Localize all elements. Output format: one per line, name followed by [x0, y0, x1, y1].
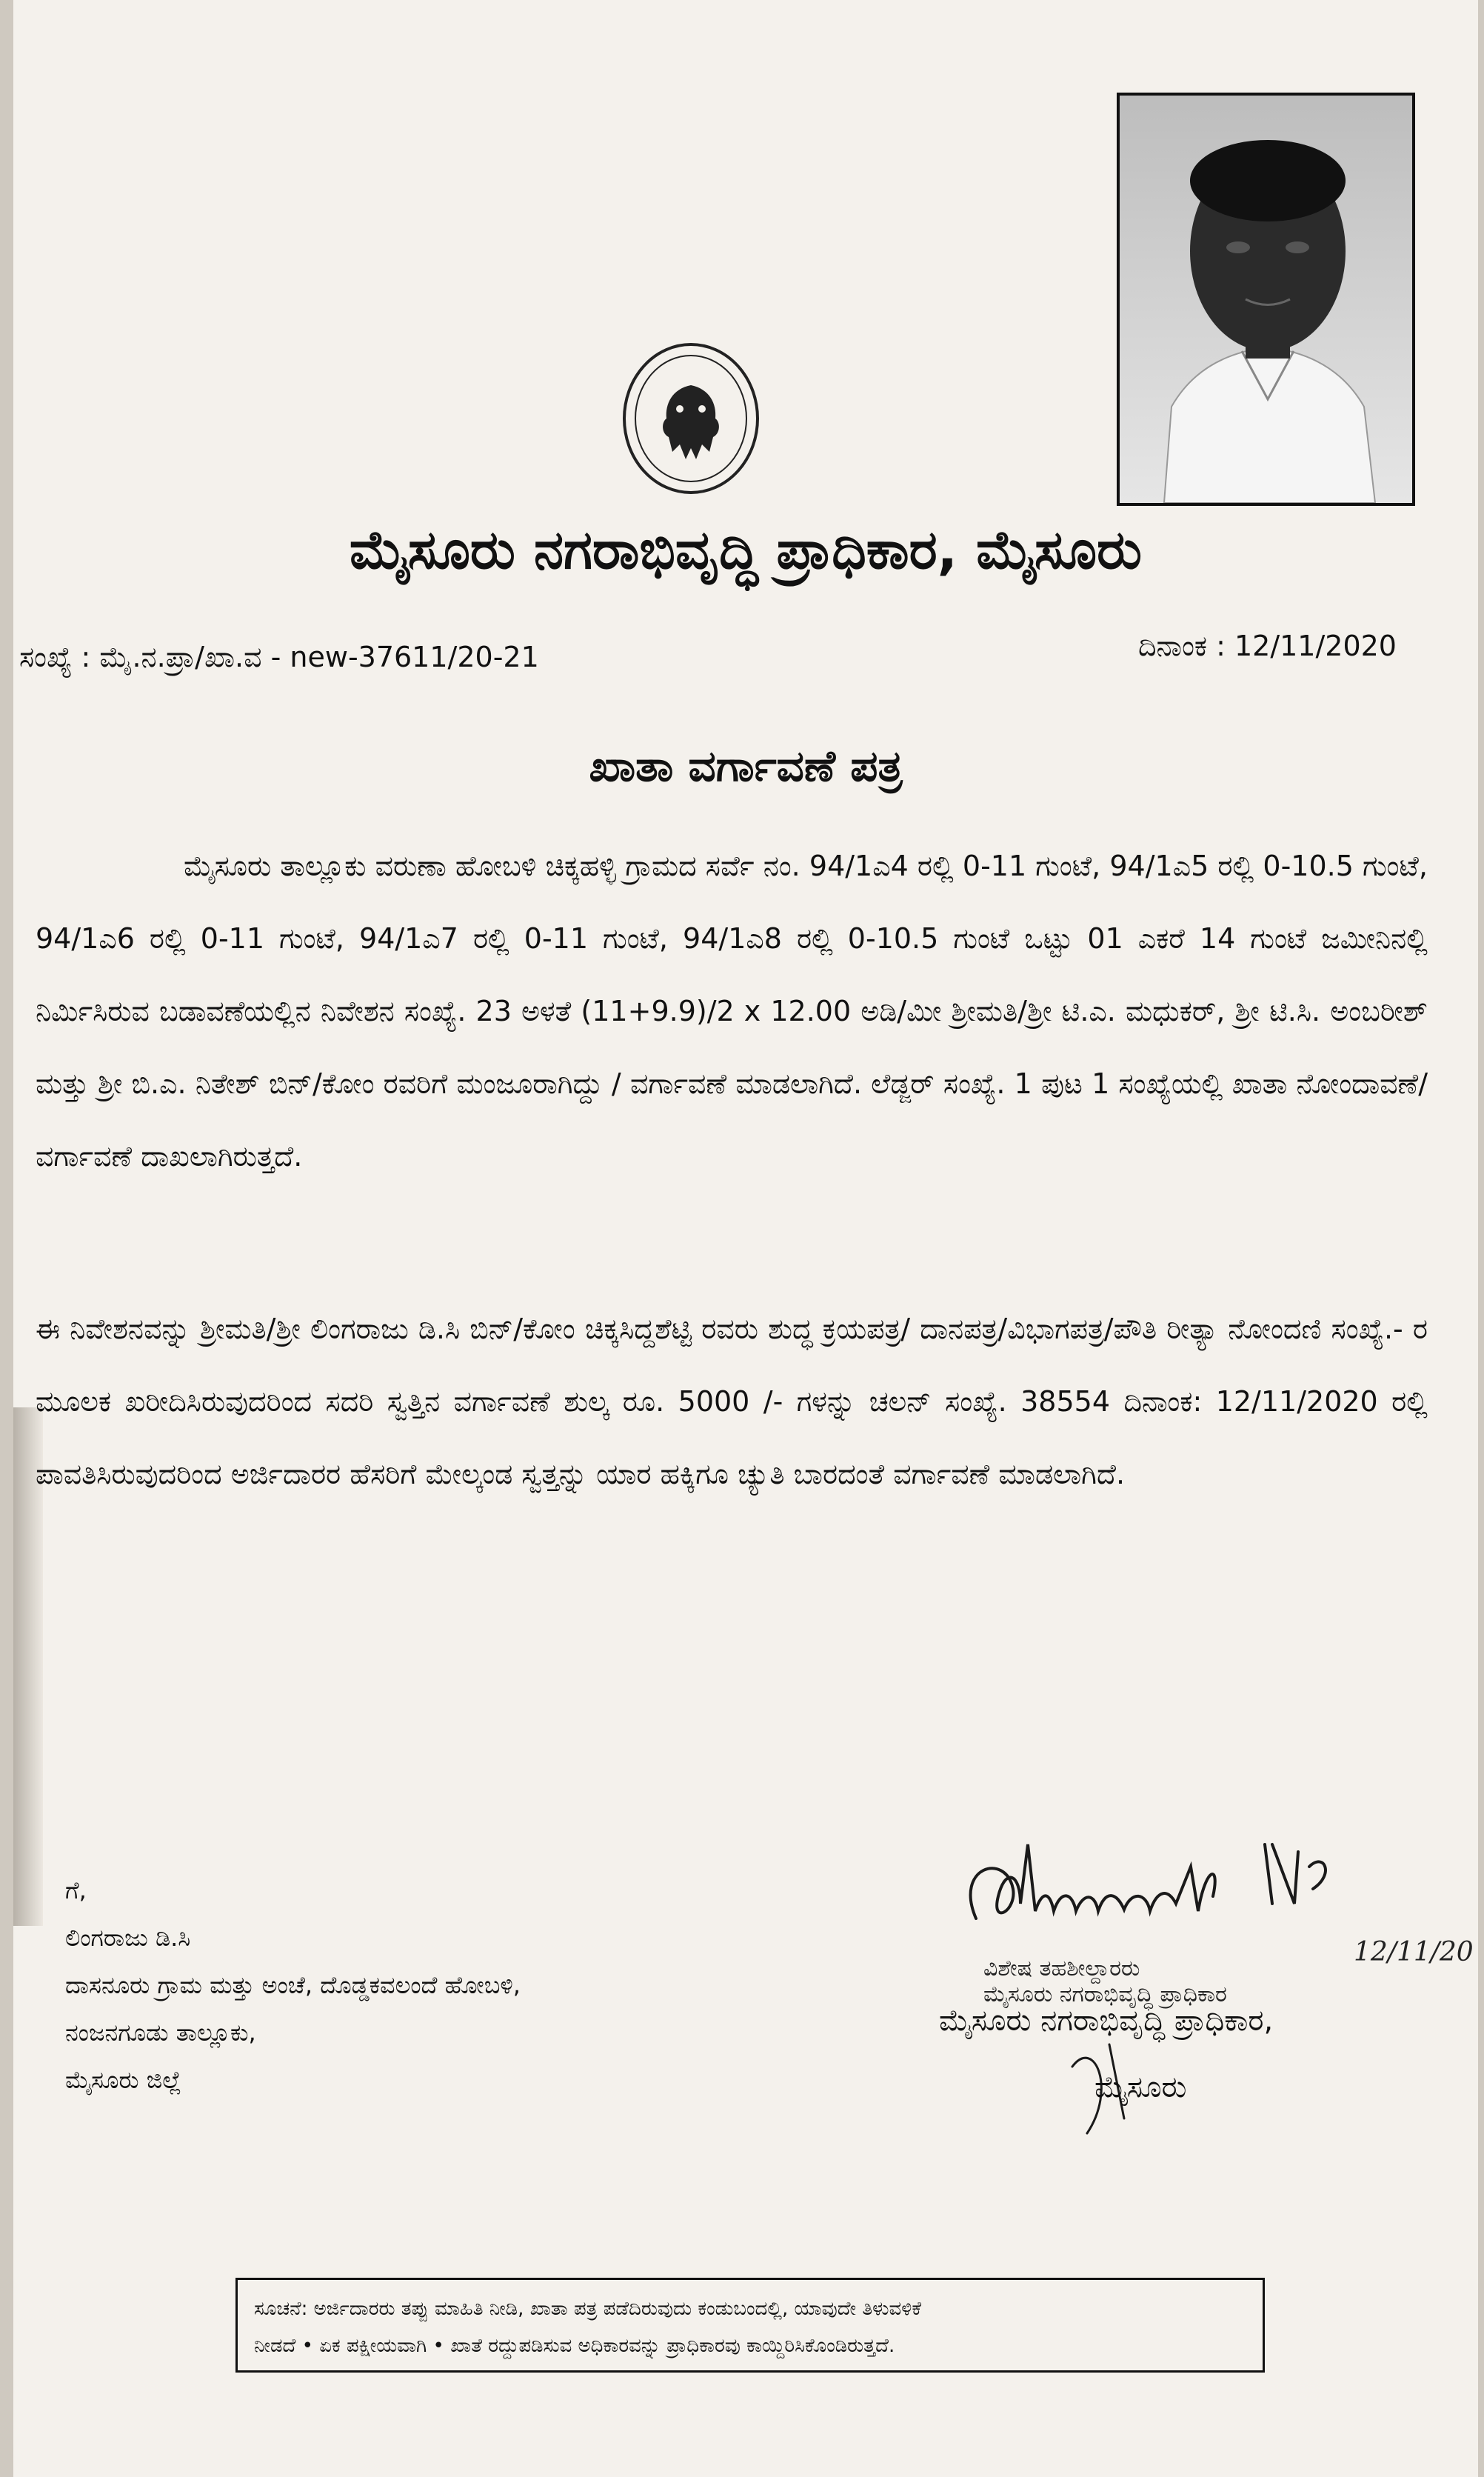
- document-heading: ಖಾತಾ ವರ್ಗಾವಣೆ ಪತ್ರ: [589, 741, 903, 791]
- addressee-name: ಲಿಂಗರಾಜು ಡಿ.ಸಿ: [65, 1924, 191, 1952]
- notice-box: [235, 2278, 1265, 2373]
- signatory-organization: ಮೈಸೂರು ನಗರಾಭಿವೃದ್ಧಿ ಪ್ರಾಧಿಕಾರ,: [939, 2004, 1274, 2038]
- issue-date: ದಿನಾಂಕ : 12/11/2020: [1137, 630, 1397, 662]
- addressee-block: [65, 1867, 732, 2104]
- signature-block: [924, 1822, 1484, 2148]
- notice-line-1: ಸೂಚನೆ: ಅರ್ಜಿದಾರರು ತಪ್ಪು ಮಾಹಿತಿ ನೀಡಿ, ಖಾತಾ ಪತ್ರ ಪಡೆದಿರುವುದು ಕಂಡುಬಂದಲ್ಲಿ, ಯಾವುದೇ ತಿಳುವಳಿಕೆ: [254, 2298, 922, 2320]
- addressee-to: ಗೆ,: [65, 1876, 87, 1904]
- signatory-city: ಮೈಸೂರು: [1094, 2070, 1187, 2104]
- notice-line-2: ನೀಡದೆ • ಏಕ ಪಕ್ಷೀಯವಾಗಿ • ಖಾತೆ ರದ್ದುಪಡಿಸುವ ಅಧಿಕಾರವನ್ನು ಪ್ರಾಧಿಕಾರವು ಕಾಯ್ದಿರಿಸಿಕೊಂಡಿರುತ್ತದೆ.: [254, 2335, 895, 2357]
- body-paragraph-1: ಮೈಸೂರು ತಾಲ್ಲೂಕು ವರುಣಾ ಹೋಬಳಿ ಚಿಕ್ಕಹಳ್ಳಿ ಗ್ರಾಮದ ಸರ್ವೆ ನಂ. 94/1ಎ4 ರಲ್ಲಿ 0-11 ಗುಂಟೆ, 94/1ಎ5 ರಲ್ಲಿ 0-10.5 ಗುಂಟೆ, 94/1ಎ6 ರಲ್ಲಿ 0-11 ಗುಂಟೆ, 94/1ಎ7 ರಲ್ಲಿ 0-11 ಗುಂಟೆ, 94/1ಎ8 ರಲ್ಲಿ 0-10.5 ಗುಂಟೆ ಒಟ್ಟು 01 ಎಕರೆ 14 ಗುಂಟೆ ಜಮೀನಿನಲ್ಲಿ ನಿರ್ಮಿಸಿರುವ ಬಡಾವಣೆಯಲ್ಲಿನ ನಿವೇಶನ ಸಂಖ್ಯೆ. 23 ಅಳತೆ (11+9.9)/2 x 12.00 ಅಡಿ/ಮೀ ಶ್ರೀಮತಿ/ಶ್ರೀ ಟಿ.ಎ. ಮಧುಕರ್, ಶ್ರೀ ಟಿ.ಸಿ. ಅಂಬರೀಶ್ ಮತ್ತು ಶ್ರೀ ಬಿ.ಎ. ನಿತೇಶ್ ಬಿನ್/ಕೋಂ ರವರಿಗೆ ಮಂಜೂರಾಗಿದ್ದು / ವರ್ಗಾವಣೆ ಮಾಡಲಾಗಿದೆ. ಲೆಡ್ಜರ್ ಸಂಖ್ಯೆ. 1 ಪುಟ 1 ಸಂಖ್ಯೆಯಲ್ಲಿ ಖಾತಾ ನೋಂದಾವಣೆ/ ವರ್ಗಾವಣೆ ದಾಖಲಾಗಿರುತ್ತದೆ.: [36, 850, 1428, 1173]
- signature-date: 12/11/20: [1354, 1937, 1474, 1967]
- addressee-address-line-1: ದಾಸನೂರು ಗ್ರಾಮ ಮತ್ತು ಅಂಚೆ, ದೊಡ್ಡಕವಲಂದೆ ಹೋಬಳಿ,: [65, 1971, 521, 1999]
- applicant-photo: [1117, 93, 1415, 506]
- signatory-designation: ವಿಶೇಷ ತಹಶೀಲ್ದಾರರು ಮೈಸೂರು ನಗರಾಭಿವೃದ್ಧಿ ಪ್ರಾಧಿಕಾರ: [983, 1956, 1227, 2007]
- reference-number: ಸಂಖ್ಯೆ : ಮೈ.ನ.ಪ್ರಾ/ಖಾ.ವ - new-37611/20-21: [19, 641, 539, 673]
- body-paragraph-2: ಈ ನಿವೇಶನವನ್ನು ಶ್ರೀಮತಿ/ಶ್ರೀ ಲಿಂಗರಾಜು ಡಿ.ಸಿ ಬಿನ್/ಕೋಂ ಚಿಕ್ಕಸಿದ್ದಶೆಟ್ಟಿ ರವರು ಶುದ್ಧ ಕ್ರಯಪತ್ರ/ ದಾನಪತ್ರ/ವಿಭಾಗಪತ್ರ/ಪೌತಿ ರೀತ್ಯಾ ನೋಂದಣಿ ಸಂಖ್ಯೆ.- ರ ಮೂಲಕ ಖರೀದಿಸಿರುವುದರಿಂದ ಸದರಿ ಸ್ವತ್ತಿನ ವರ್ಗಾವಣೆ ಶುಲ್ಕ ರೂ. 5000 /- ಗಳನ್ನು ಚಲನ್ ಸಂಖ್ಯೆ. 38554 ದಿನಾಂಕ: 12/11/2020 ರಲ್ಲಿ ಪಾವತಿಸಿರುವುದರಿಂದ ಅರ್ಜಿದಾರರ ಹೆಸರಿಗೆ ಮೇಲ್ಕಂಡ ಸ್ವತ್ತನ್ನು ಯಾರ ಹಕ್ಕಿಗೂ ಚ್ಯುತಿ ಬಾರದಂತೆ ವರ್ಗಾವಣೆ ಮಾಡಲಾಗಿದೆ.: [36, 1313, 1428, 1490]
- document-page: [13, 0, 1478, 2477]
- addressee-address-line-2: ನಂಜನಗೂಡು ತಾಲ್ಲೂಕು,: [65, 2018, 256, 2047]
- authority-seal: [621, 341, 761, 496]
- authority-title: ಮೈಸೂರು ನಗರಾಭಿವೃದ್ಧಿ ಪ್ರಾಧಿಕಾರ, ಮೈಸೂರು: [349, 519, 1143, 581]
- addressee-address-line-3: ಮೈಸೂರು ಜಿಲ್ಲೆ: [65, 2066, 182, 2094]
